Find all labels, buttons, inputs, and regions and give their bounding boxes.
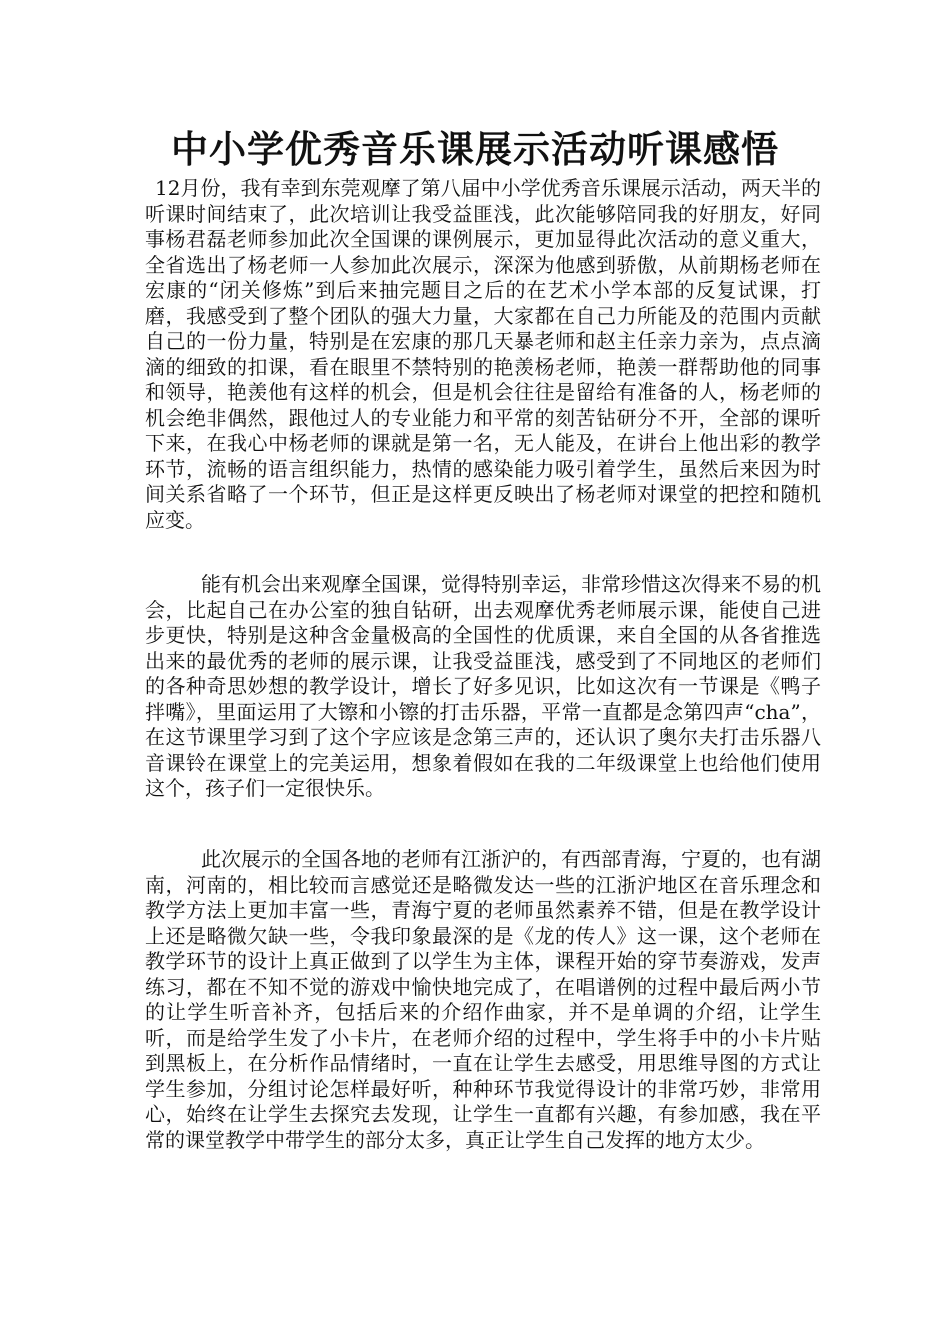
document-title: 中小学优秀音乐课展示活动听课感悟 <box>171 128 779 171</box>
paragraph-1: 12月份，我有幸到东莞观摩了第八届中小学优秀音乐课展示活动，两天半的听课时间结束了，此次培训让我受益匪浅，此次能够陪同我的好朋友，好同事杨君磊老师参加此次全国课的课例展示，更加显得此次活动的意义重大，全省选出了杨老师一人参加此次展示，深深为他感到骄傲，从前期杨老师在宏康的“闭关修炼”到后来抽完题目之后的在艺术小学本部的反复试课，打磨，我感受到了整个团队的强大力量，大家都在自己力所能及的范围内贡献自己的一份力量，特别是在宏康的那几天暴老师和赵主任亲力亲为，点点滴滴的细致的扣课，看在眼里不禁特别的艳羡杨老师，艳羡一群帮助他的同事和领导，艳羡他有这样的机会，但是机会往往是留给有准备的人，杨老师的机会绝非偶然，跟他过人的专业能力和平常的刻苦钻研分不开，全部的课听下来，在我心中杨老师的课就是第一名，无人能及，在讲台上他出彩的教学环节，流畅的语言组织能力，热情的感染能力吸引着学生，虽然后来因为时间关系省略了一个环节，但正是这样更反映出了杨老师对课堂的把控和随机应变。 <box>145 176 821 532</box>
paragraph-3: 此次展示的全国各地的老师有江浙沪的，有西部青海，宁夏的，也有湖南，河南的，相比较而言感觉还是略微发达一些的江浙沪地区在音乐理念和教学方法上更加丰富一些，青海宁夏的老师虽然素养不错，但是在教学设计上还是略微欠缺一些，令我印象最深的是《龙的传人》这一课，这个老师在教学环节的设计上真正做到了以学生为主体，课程开始的穿节奏游戏，发声练习，都在不知不觉的游戏中愉快地完成了，在唱谱例的过程中最后两小节的让学生听音补齐，包括后来的介绍作曲家，并不是单调的介绍，让学生听，而是给学生发了小卡片，在老师介绍的过程中，学生将手中的小卡片贴到黑板上，在分析作品情绪时，一直在让学生去感受，用思维导图的方式让学生参加，分组讨论怎样最好听，种种环节我觉得设计的非常巧妙，非常用心，始终在让学生去探究去发现，让学生一直都有兴趣，有参加感，我在平常的课堂教学中带学生的部分太多，真正让学生自己发挥的地方太少。 <box>145 847 821 1152</box>
paragraph-2: 能有机会出来观摩全国课，觉得特别幸运，非常珍惜这次得来不易的机会，比起自己在办公室的独自钻研，出去观摩优秀老师展示课，能使自己进步更快，特别是这种含金量极高的全国性的优质课，来自全国的从各省推选出来的最优秀的老师的展示课，让我受益匪浅，感受到了不同地区的老师们的各种奇思妙想的教学设计，增长了好多见识，比如这次有一节课是《鸭子拌嘴》，里面运用了大镲和小镲的打击乐器，平常一直都是念第四声“cha”，在这节课里学习到了这个字应该是念第三声的，还认识了奥尔夫打击乐器八音课铃在课堂上的完美运用，想象着假如在我的二年级课堂上也给他们使用这个，孩子们一定很快乐。 <box>145 572 821 800</box>
